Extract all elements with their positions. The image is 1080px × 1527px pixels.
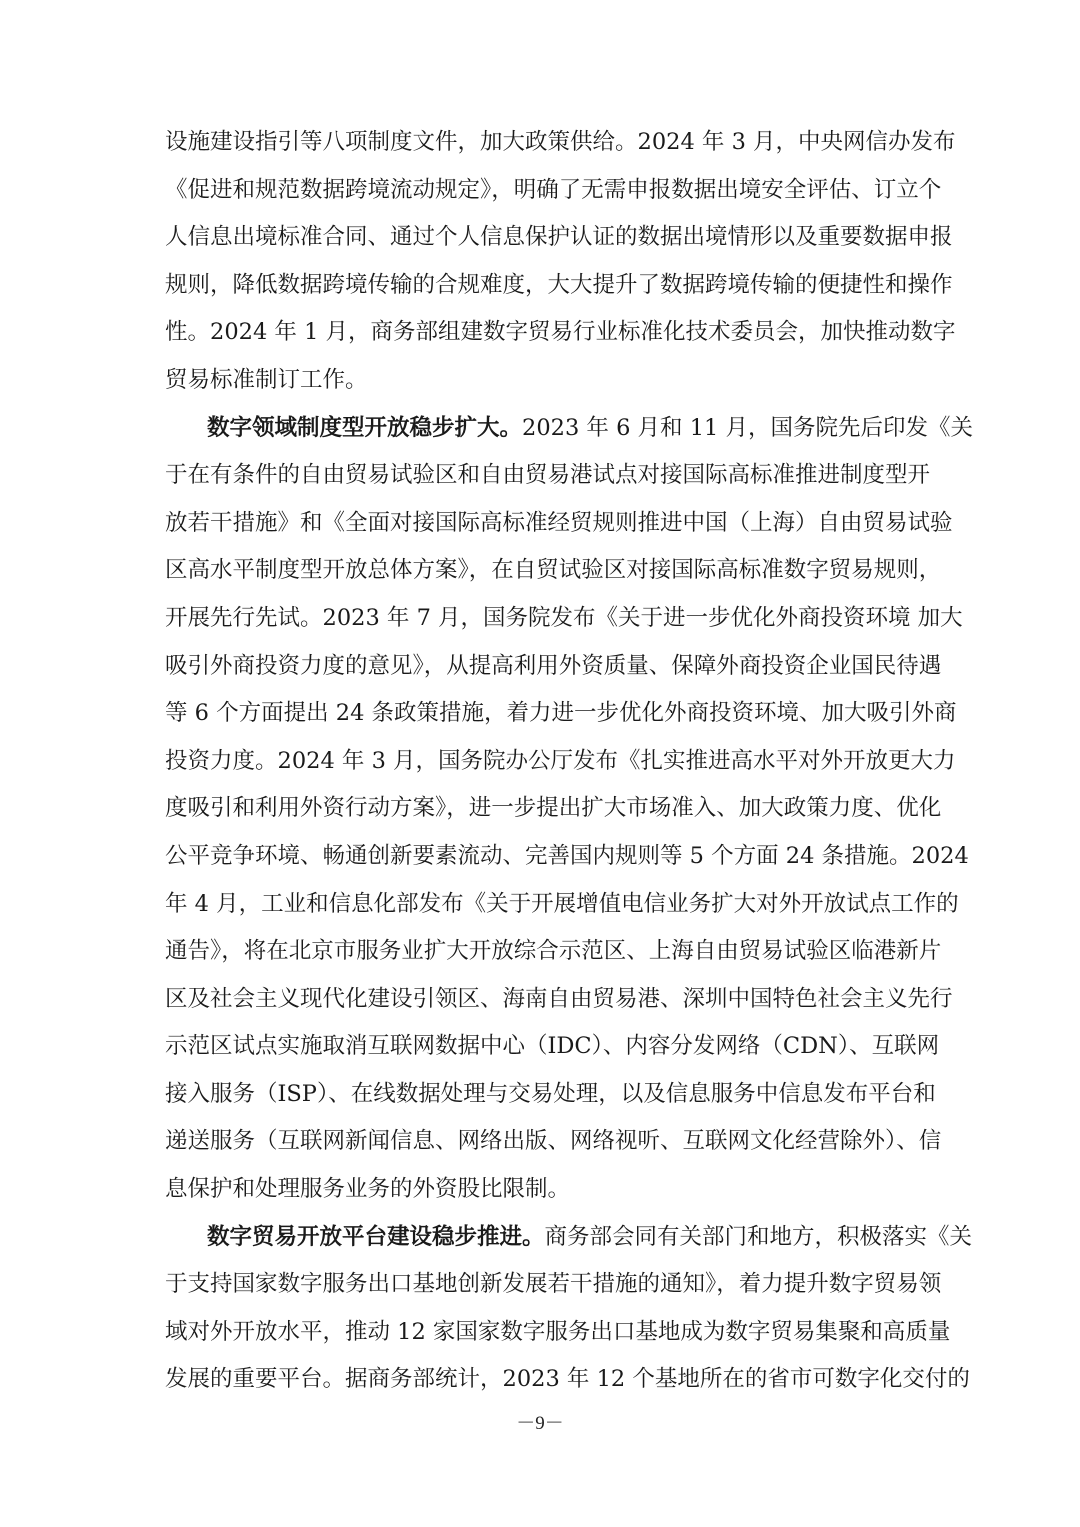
text-line: 区高水平制度型开放总体方案》，在自贸试验区对接国际高标准数字贸易规则， [165, 557, 942, 584]
text-line: 放若干措施》和《全面对接国际高标准经贸规则推进中国（上海）自由贸易试验 [165, 509, 953, 536]
paragraph-heading: 数字贸易开放平台建设稳步推进。 [207, 1223, 545, 1250]
text-line: 域对外开放水平，推动 12 家国家数字服务出口基地成为数字贸易集聚和高质量 [165, 1318, 951, 1345]
text-line: 贸易标准制订工作。 [165, 366, 368, 393]
text-line: 发展的重要平台。据商务部统计，2023 年 12 个基地所在的省市可数字化交付的 [165, 1366, 970, 1393]
text-line: 公平竞争环境、畅通创新要素流动、完善国内规则等 5 个方面 24 条措施。2024 [165, 842, 969, 869]
page-number: －9－ [516, 1413, 564, 1434]
text-line: 投资力度。2024 年 3 月，国务院办公厅发布《扎实推进高水平对外开放更大力 [165, 747, 956, 774]
text-line: 性。2024 年 1 月，商务部组建数字贸易行业标准化技术委员会，加快推动数字 [165, 319, 956, 346]
text-line: 递送服务（互联网新闻信息、网络出版、网络视听、互联网文化经营除外）、信 [165, 1128, 942, 1155]
text-line: 年 4 月，工业和信息化部发布《关于开展增值电信业务扩大对外开放试点工作的 [165, 890, 959, 917]
text-line: 等 6 个方面提出 24 条政策措施，着力进一步优化外商投资环境、加大吸引外商 [165, 700, 957, 727]
text-line: 区及社会主义现代化建设引领区、海南自由贸易港、深圳中国特色社会主义先行 [165, 985, 953, 1012]
paragraph-2 [165, 405, 973, 1214]
text-line: 人信息出境标准合同、通过个人信息保护认证的数据出境情形以及重要数据申报 [165, 224, 953, 251]
document-page [165, 119, 973, 1404]
text-line: 规则，降低数据跨境传输的合规难度，大大提升了数据跨境传输的便捷性和操作 [165, 271, 953, 298]
text-run: 2023 年 6 月和 11 月，国务院先后印发《关 [522, 414, 973, 441]
text-line: 于支持国家数字服务出口基地创新发展若干措施的通知》，着力提升数字贸易领 [165, 1271, 942, 1298]
text-line: 度吸引和利用外资行动方案》，进一步提出扩大市场准入、加大政策力度、优化 [165, 795, 942, 822]
paragraph-1 [165, 119, 956, 405]
paragraph-heading: 数字领域制度型开放稳步扩大。 [207, 414, 523, 441]
text-line: 《促进和规范数据跨境流动规定》，明确了无需申报数据出境安全评估、订立个 [165, 176, 942, 203]
paragraph-first-line [165, 1214, 973, 1262]
text-line: 开展先行先试。2023 年 7 月，国务院发布《关于进一步优化外商投资环境 加大 [165, 604, 963, 631]
text-line: 息保护和处理服务业务的外资股比限制。 [165, 1176, 571, 1203]
paragraph-3 [165, 1214, 973, 1404]
text-line: 设施建设指引等八项制度文件，加大政策供给。2024 年 3 月，中央网信办发布 [165, 129, 956, 155]
text-line: 示范区试点实施取消互联网数据中心（IDC）、内容分发网络（CDN）、互联网 [165, 1033, 940, 1060]
text-run: 商务部会同有关部门和地方，积极落实《关 [544, 1223, 973, 1250]
text-line: 接入服务（ISP）、在线数据处理与交易处理，以及信息服务中信息发布平台和 [165, 1080, 936, 1107]
text-line: 吸引外商投资力度的意见》，从提高利用外资质量、保障外商投资企业国民待遇 [165, 652, 942, 679]
text-line: 通告》，将在北京市服务业扩大开放综合示范区、上海自由贸易试验区临港新片 [165, 938, 942, 965]
paragraph-first-line [165, 405, 973, 453]
text-line: 于在有条件的自由贸易试验区和自由贸易港试点对接国际高标准推进制度型开 [165, 462, 931, 489]
